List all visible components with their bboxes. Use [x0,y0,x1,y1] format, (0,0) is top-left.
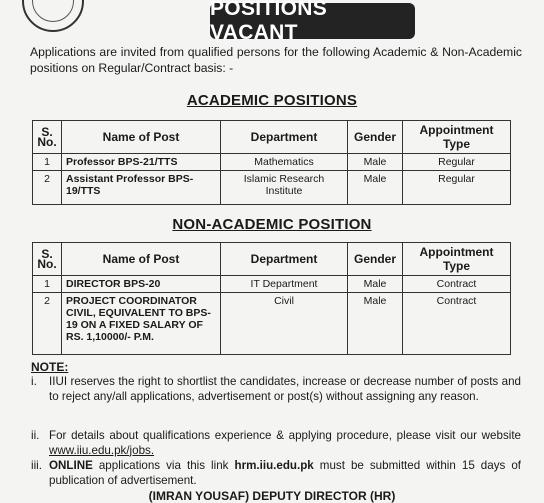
note-item [31,459,521,488]
column-header-department: Department [221,243,348,276]
note-text [49,429,521,458]
cell-department: Mathematics [221,154,348,171]
note-number: i. [31,375,37,388]
table-header-row [33,121,511,154]
note-text-body: applications via this link [98,459,229,472]
cell-gender: Male [348,276,403,293]
note-item [31,375,521,404]
academic-positions-table [32,120,511,205]
cell-gender: Male [348,154,403,171]
cell-sno: 1 [33,154,62,171]
cell-appointment-type: Contract [403,293,511,355]
positions-vacant-banner [210,0,415,44]
intro-paragraph: Applications are invited from qualified persons for the following Academic & Non-Academic positions on Regular/Contract basis: - [30,45,522,75]
cell-department: IT Department [221,276,348,293]
cell-appointment-type: Regular [403,171,511,205]
table-header-row [33,243,511,276]
cell-department: Civil [221,293,348,355]
cell-post: Professor BPS-21/TTS [62,154,221,171]
table-row [33,293,511,355]
cell-gender: Male [348,293,403,355]
note-online-label: ONLINE [49,459,93,472]
non-academic-positions-table [32,242,511,355]
table-row [33,154,511,171]
notes-title: NOTE: [31,360,69,374]
signature-line: (IMRAN YOUSAF) DEPUTY DIRECTOR (HR) [148,489,396,503]
column-header-post: Name of Post [62,243,221,276]
cell-post: PROJECT COORDINATOR CIVIL, EQUIVALENT TO BPS-19 ON A FIXED SALARY OF RS. 1,10000/- P.M. [62,293,221,355]
column-header-post: Name of Post [62,121,221,154]
column-header-gender: Gender [348,243,403,276]
cell-post: Assistant Professor BPS-19/TTS [62,171,221,205]
non-academic-position-heading: NON-ACADEMIC POSITION [172,216,372,233]
column-header-department: Department [221,121,348,154]
column-header-gender: Gender [348,121,403,154]
column-header-appointment-type: Appointment Type [403,121,511,154]
column-header-sno: S. No. [33,121,62,154]
cell-department: Islamic Research Institute [221,171,348,205]
cell-appointment-type: Regular [403,154,511,171]
note-text [49,459,521,488]
hrm-portal-link[interactable]: hrm.iiu.edu.pk [234,459,314,472]
cell-sno: 1 [33,276,62,293]
cell-sno: 2 [33,293,62,355]
cell-appointment-type: Contract [403,276,511,293]
note-number: iii. [31,459,42,472]
note-number: ii. [31,429,40,442]
note-text-body: For details about qualifications experience & applying procedure, please visit our website [49,429,521,442]
cell-post: DIRECTOR BPS-20 [62,276,221,293]
note-text-body-2: must be submitted within 15 days of publication of advertisement. [49,459,521,487]
table-row [33,171,511,205]
note-item [31,429,521,458]
cell-sno: 2 [33,171,62,205]
university-seal-logo [22,0,84,32]
column-header-appointment-type: Appointment Type [403,243,511,276]
column-header-sno: S. No. [33,243,62,276]
note-text: IIUI reserves the right to shortlist the candidates, increase or decrease number of posts and to reject any/all applications, advertisement or post(s) without assigning any reason. [49,375,521,403]
cell-gender: Male [348,171,403,205]
banner-title: POSITIONS VACANT [210,0,328,44]
jobs-website-link[interactable]: www.iiu.edu.pk/jobs. [49,443,155,457]
academic-positions-heading: ACADEMIC POSITIONS [186,92,358,109]
table-row [33,276,511,293]
